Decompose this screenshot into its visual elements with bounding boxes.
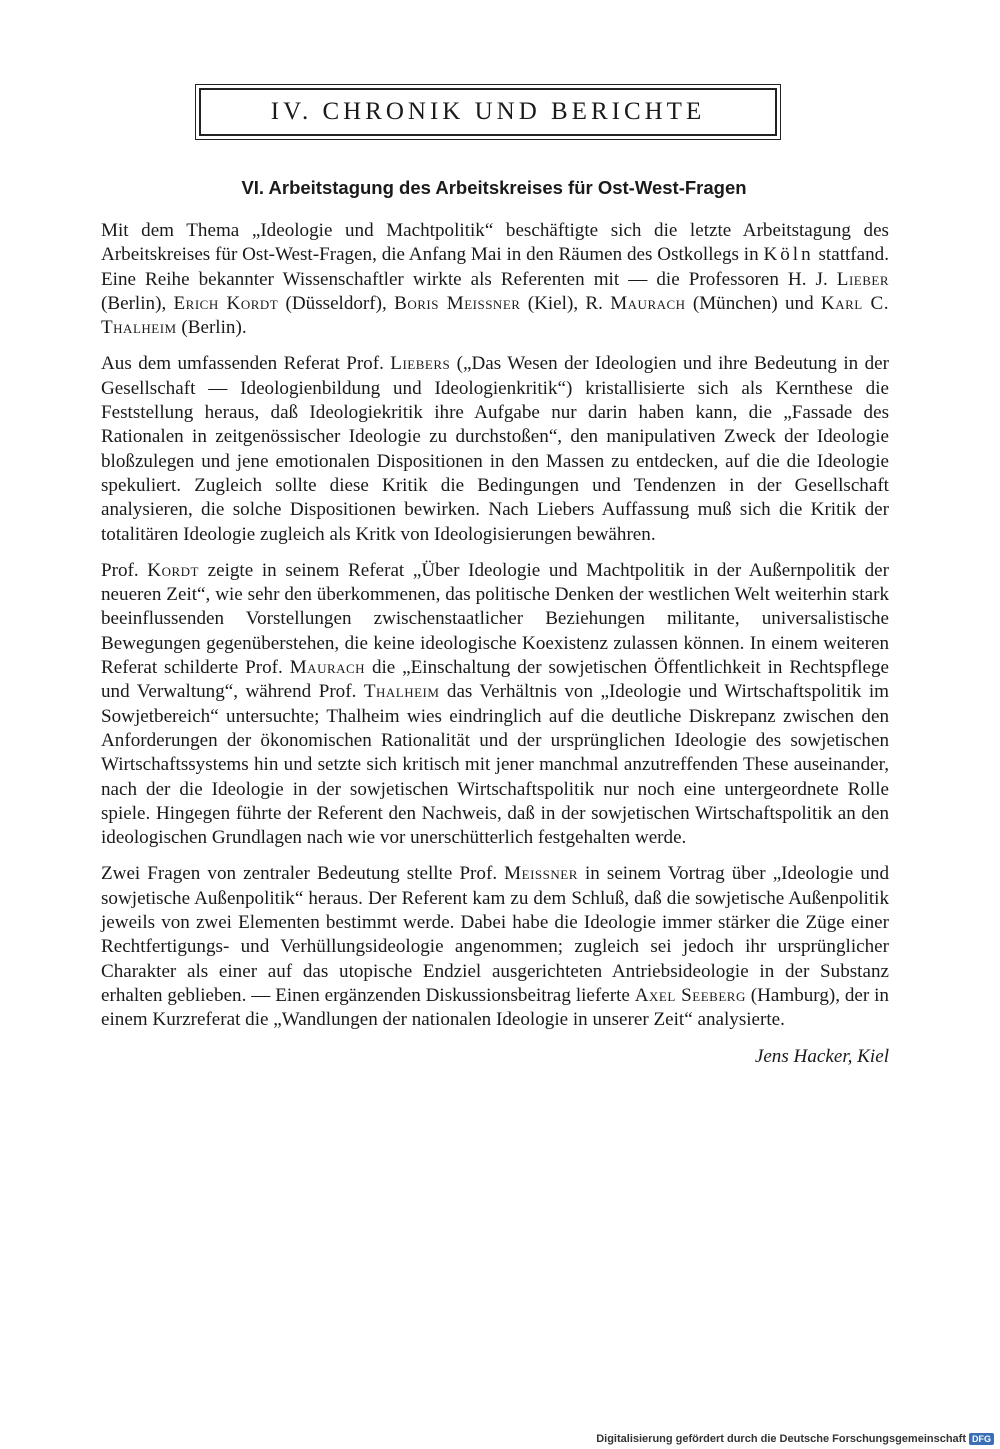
- paragraph-1-text-3: (Berlin),: [101, 292, 174, 314]
- person-name: Boris Meissner: [394, 292, 521, 314]
- digitization-footer: [596, 1433, 994, 1445]
- paragraph-1-text-6: (München) und: [685, 292, 821, 314]
- paragraph-4-text-3: (Hamburg), der in einem Kurzreferat die „Wandlungen der nationalen Ideologie in unserer Zeit“ analysierte.: [101, 984, 889, 1031]
- paragraph-1-text-5: (Kiel), R.: [520, 292, 611, 314]
- city-name: Köln: [763, 244, 814, 266]
- person-name: Meissner: [504, 863, 578, 885]
- paragraph-3-text-3: die „Einschaltung der sowjetischen Öffentlichkeit in Rechtspflege und Verwaltung“, während Prof.: [101, 657, 889, 703]
- paragraph-4: [101, 862, 889, 1032]
- person-name: Maurach: [289, 657, 366, 679]
- person-name: Karl C. Thalheim: [101, 292, 889, 339]
- paragraph-3-text-4: das Verhältnis von „Ideologie und Wirtschaftspolitik im Sowjetbereich“ untersuchte; Thalheim wies eindringlich auf die deutliche Diskrepanz zwischen den Anforderungen der ökonomischen Rationalität und der ursprünglichen Ideologie des sowjetischen Wirtschaftssystems hin und setzte sich kritisch mit jener manchmal anzutreffenden These auseinander, nach der die Ideologie in der sowjetischen Wirtschaftspolitik nur noch eine untergeordnete Rolle spiele. Hingegen führte der Referent den Nachweis, daß in der sowjetischen Wirtschaftspolitik an den ideologischen Grundlagen nach wie vor unerschütterlich festgehalten werde.: [101, 681, 889, 849]
- paragraph-3: [101, 559, 889, 851]
- paragraph-2-text-2: („Das Wesen der Ideologien und ihre Bedeutung in der Gesellschaft — Ideologienbildung und Ideologienkritik“) kristallisierte sich als Kernthese die Feststellung heraus, daß Ideologiekritik ihre Aufgabe nur darin haben kann, die „Fassade des Rationalen in zeitgenössischer Ideologie zu durchstoßen“, den manipulativen Zweck der Ideologie bloßzulegen und jene emotionalen Dispositionen in den Massen zu entdecken, auf die die Ideologie spekuliert. Zugleich sollte diese Kritik die Bedingungen und Tendenzen in der Gesellschaft analysieren, die solche Dispositionen bewirken. Nach Liebers Auffassung muß sich die Kritik der totalitären Ideologie zugleich als Kritk von Ideologisierungen bewähren.: [101, 353, 889, 545]
- paragraph-1-text-2: stattfand. Eine Reihe bekannter Wissenschaftler wirkte als Referenten mit — die Professoren H. J.: [101, 244, 890, 290]
- person-name: Lieber: [836, 268, 889, 290]
- dfg-logo-icon: DFG: [969, 1433, 994, 1445]
- section-heading: IV. CHRONIK UND BERICHTE: [270, 98, 706, 125]
- person-name: Kordt: [147, 559, 199, 581]
- paragraph-1: [101, 219, 889, 340]
- paragraph-3-text-2: zeigte in seinem Referat „Über Ideologie und Machtpolitik in der Außernpolitik der neueren Zeit“, wie sehr den überkommenen, das politische Denken der westlichen Welt weiterhin stark beeinflussenden Vorstellungen zwischenstaatlicher Beziehungen militante, universalistische Bewegungen gegenüberstehen, die keine ideologische Koexistenz zulassen können. In einem weiteren Referat schilderte Prof.: [101, 559, 889, 679]
- paragraph-3-text-1: Prof.: [101, 559, 148, 581]
- article-body: [101, 219, 889, 1081]
- footer-text: Digitalisierung gefördert durch die Deutsche Forschungsgemeinschaft: [596, 1433, 966, 1445]
- section-heading-box: [199, 88, 777, 136]
- paragraph-2: [101, 352, 889, 546]
- person-name: Liebers: [390, 353, 451, 375]
- author-signature: Jens Hacker, Kiel: [754, 1045, 889, 1067]
- person-name: Thalheim: [363, 681, 440, 703]
- person-name: Maurach: [610, 292, 686, 314]
- paragraph-1-text-7: (Berlin).: [176, 317, 247, 339]
- person-name: Erich Kordt: [173, 292, 279, 314]
- paragraph-2-text-1: Aus dem umfassenden Referat Prof.: [101, 353, 391, 375]
- paragraph-1-text-1: Mit dem Thema „Ideologie und Machtpolitik“ beschäftigte sich die letzte Arbeitstagung des Arbeitskreises für Ost-West-Fragen, die Anfang Mai in den Räumen des Ostkollegs in: [101, 220, 889, 266]
- article-title: VI. Arbeitstagung des Arbeitskreises für Ost-West-Fragen: [241, 177, 747, 198]
- paragraph-4-text-2: in seinem Vortrag über „Ideologie und sowjetische Außenpolitik“ heraus. Der Referent kam zu dem Schluß, daß die sowjetische Außenpolitik jeweils von zwei Elementen bestimmt werde. Dabei habe die Ideologie immer stärker die Züge einer Rechtfertigungs- und Verhüllungsideologie angenommen; zugleich sei jedoch ihr ursprünglicher Charakter als einer auf das utopische Endziel ausgerichteten Antriebsideologie in der Substanz erhalten geblieben. — Einen ergänzenden Diskussionsbeitrag lieferte: [101, 863, 889, 1006]
- person-name: Axel Seeberg: [634, 984, 746, 1006]
- paragraph-4-text-1: Zwei Fragen von zentraler Bedeutung stellte Prof.: [101, 863, 505, 885]
- paragraph-1-text-4: (Düsseldorf),: [278, 292, 395, 314]
